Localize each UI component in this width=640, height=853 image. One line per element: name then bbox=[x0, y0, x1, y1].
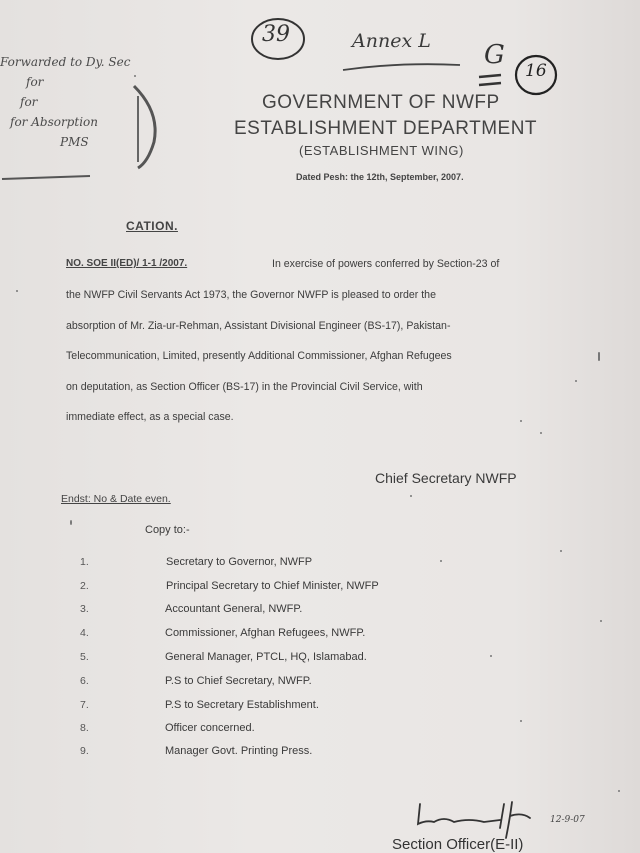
mark-letter: G bbox=[484, 40, 505, 70]
header-line1: GOVERNMENT OF NWFP bbox=[262, 92, 500, 113]
header-line2: ESTABLISHMENT DEPARTMENT bbox=[234, 118, 538, 139]
double-line-icon bbox=[476, 72, 506, 90]
margin-note-line: for bbox=[20, 95, 38, 109]
endst-line: Endst: No & Date even. bbox=[61, 493, 171, 505]
margin-note-line: Forwarded to Dy. Sec bbox=[0, 55, 131, 69]
copy-to-label: Copy to:- bbox=[145, 524, 190, 536]
annex-underline-icon bbox=[340, 60, 470, 74]
signature-designation: Section Officer(E-II) bbox=[392, 836, 524, 853]
margin-note bbox=[0, 52, 130, 152]
order-line: absorption of Mr. Zia-ur-Rehman, Assistant Divisional Engineer (BS-17), Pakistan- bbox=[66, 320, 451, 332]
margin-underline-icon bbox=[0, 172, 100, 182]
circled-mark: 16 bbox=[525, 61, 547, 81]
order-number: NO. SOE II(ED)/ 1-1 /2007. bbox=[66, 258, 188, 269]
margin-bracket-icon bbox=[126, 82, 166, 172]
order-line: immediate effect, as a special case. bbox=[66, 411, 234, 423]
page-number: 39 bbox=[262, 22, 290, 47]
margin-note-line: for Absorption bbox=[10, 115, 98, 129]
margin-note-line: PMS bbox=[60, 135, 89, 149]
signature-date: 12-9-07 bbox=[550, 815, 585, 825]
annex-label: Annex L bbox=[352, 30, 431, 52]
order-line: the NWFP Civil Servants Act 1973, the Governor NWFP is pleased to order the bbox=[66, 289, 436, 301]
order-line: Telecommunication, Limited, presently Additional Commissioner, Afghan Refugees bbox=[66, 350, 452, 362]
order-line: on deputation, as Section Officer (BS-17) in the Provincial Civil Service, with bbox=[66, 381, 423, 393]
signatory: Chief Secretary NWFP bbox=[375, 470, 517, 486]
margin-note-line: for bbox=[26, 75, 44, 89]
dated-line: Dated Pesh: the 12th, September, 2007. bbox=[296, 172, 464, 182]
order-line: In exercise of powers conferred by Section-23 of bbox=[272, 258, 500, 270]
header-line3: (ESTABLISHMENT WING) bbox=[299, 143, 464, 158]
notification-title: CATION. bbox=[126, 219, 178, 233]
